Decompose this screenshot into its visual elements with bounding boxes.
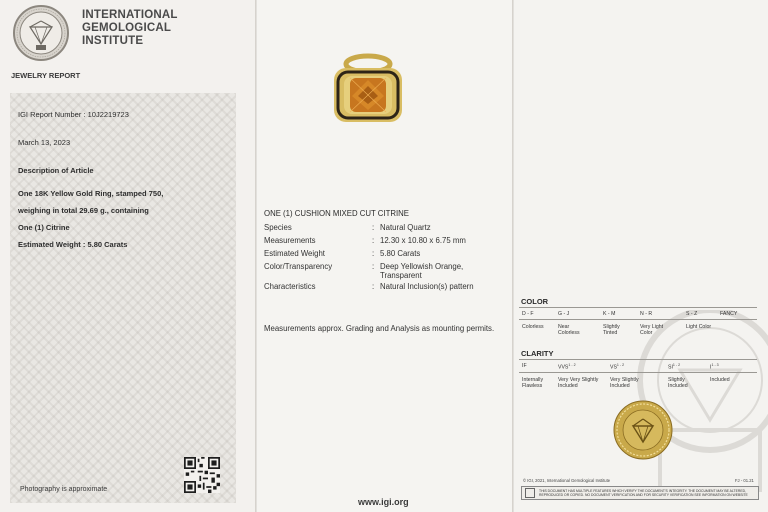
description-heading: Description of Article [18, 166, 94, 175]
color-grade: D - F [522, 311, 534, 317]
clarity-scale-title: CLARITY [521, 349, 554, 358]
clarity-grade: IF [522, 363, 527, 369]
spec-value: 12.30 x 10.80 x 6.75 mm [380, 236, 466, 245]
color-description: Very Light Color [640, 324, 664, 336]
form-number: FJ - 01.21 [735, 478, 754, 483]
clarity-grade: VVS$^{1 - 2}$ [558, 363, 576, 371]
color-description: Light Color [686, 324, 712, 330]
color-grade: S - Z [686, 311, 698, 317]
clarity-grade: SI$^{1 - 2}$ [668, 363, 681, 371]
spec-label: Estimated Weight [264, 249, 325, 258]
copyright-notice: © IGI, 2021, International Gemological Institute [523, 478, 611, 483]
grading-comment: Measurements approx. Grading and Analysis as mounting permits. [264, 324, 495, 333]
spec-value: Natural Inclusion(s) pattern [380, 282, 474, 291]
color-grade: K - M [603, 311, 616, 317]
color-grade: G - J [558, 311, 570, 317]
clarity-description: Very Very Slightly Included [558, 377, 599, 389]
clarity-description: Included [710, 377, 730, 383]
clarity-grade: VS$^{1 - 2}$ [610, 363, 625, 371]
clarity-description: Internally Flawless [522, 377, 544, 389]
description-line: One 18K Yellow Gold Ring, stamped 750, [18, 189, 164, 198]
igi-seal-logo [10, 4, 72, 62]
spec-label: Characteristics [264, 282, 316, 291]
report-number: IGI Report Number : 10J2219723 [18, 110, 129, 119]
security-badge-icon [525, 488, 535, 498]
spec-value: 5.80 Carats [380, 249, 421, 258]
qr-code[interactable] [184, 457, 220, 493]
stone-title: ONE (1) CUSHION MIXED CUT CITRINE [264, 209, 409, 218]
color-description: Colorless [522, 324, 544, 330]
color-scale-title: COLOR [521, 297, 549, 306]
spec-value: Deep Yellowish Orange, Transparent [380, 262, 464, 280]
divider [519, 359, 757, 360]
estimated-weight-line: Estimated Weight : 5.80 Carats [18, 240, 128, 249]
report-title: JEWELRY REPORT [11, 71, 81, 80]
spec-value: Natural Quartz [380, 223, 431, 232]
color-description: Near Colorless [558, 324, 580, 336]
description-line: weighing in total 29.69 g., containing [18, 206, 149, 215]
color-description: Slightly Tinted [603, 324, 620, 336]
report-details-box [10, 93, 236, 503]
gold-security-seal [613, 400, 673, 460]
website-link[interactable]: www.igi.org [358, 497, 409, 507]
clarity-grade: $I^{1 - 3}$ [710, 363, 719, 371]
spec-label: Measurements [264, 236, 316, 245]
ring-photo [328, 50, 408, 128]
divider [519, 307, 757, 308]
color-grade: N - R [640, 311, 653, 317]
color-grade: FANCY [720, 311, 738, 317]
divider [519, 372, 757, 373]
clarity-description: Slightly Included [668, 377, 688, 389]
spec-label: Color/Transparency [264, 262, 333, 271]
photo-disclaimer: Photography is approximate [20, 486, 108, 493]
report-date: March 13, 2023 [18, 138, 71, 147]
clarity-description: Very Slightly Included [610, 377, 639, 389]
divider [519, 319, 757, 320]
institute-name: INTERNATIONAL GEMOLOGICAL INSTITUTE [82, 9, 178, 47]
description-line: One (1) Citrine [18, 223, 70, 232]
security-notice-text: THIS DOCUMENT HAS MULTIPLE FEATURES WHICH VERIFY THE DOCUMENT'S INTEGRITY. THE DOCUMENT MAY BE ALTERED, REPRODUCED OR COPIED. NO DOCUMENT VERIFICATION AND FOR SECURITY VERIFICATION SEE INFORMATION ON WEBSITE [539, 489, 748, 497]
spec-label: Species [264, 223, 292, 232]
security-notice-bar [521, 486, 759, 500]
